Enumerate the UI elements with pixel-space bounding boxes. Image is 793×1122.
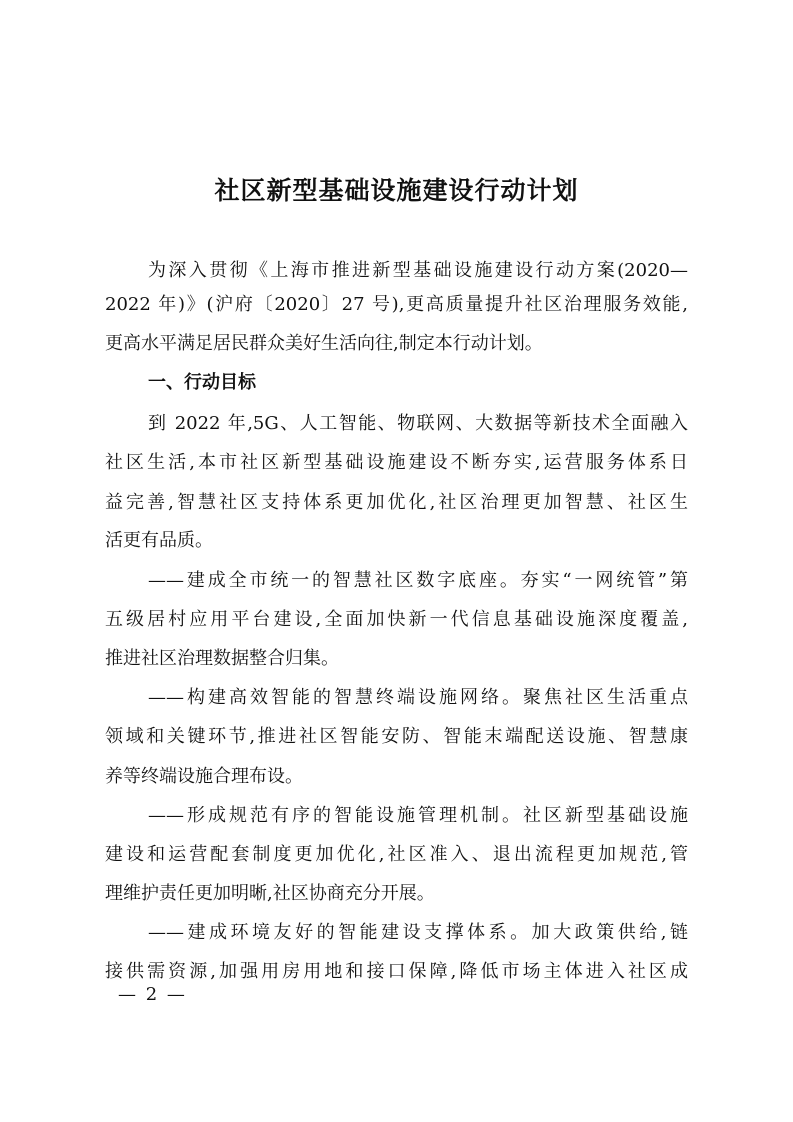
paragraph-line: 五级居村应用平台建设,全面加快新一代信息基础设施深度覆盖, (105, 609, 688, 630)
paragraph-line: 推进社区治理数据整合归集。 (105, 648, 339, 669)
paragraph-line: ——建成全市统一的智慧社区数字底座。夯实“一网统管”第 (148, 570, 688, 591)
paragraph-line: ——形成规范有序的智能设施管理机制。社区新型基础设施 (148, 805, 688, 826)
paragraph-line: 为深入贯彻《上海市推进新型基础设施建设行动方案(2020— (148, 260, 688, 281)
paragraph-line: 2022 年)》(沪府〔2020〕27 号),更高质量提升社区治理服务效能, (105, 294, 688, 315)
section-heading: 一、行动目标 (148, 372, 256, 393)
paragraph-line: 活更有品质。 (105, 530, 213, 551)
page-title: 社区新型基础设施建设行动计划 (214, 176, 579, 205)
paragraph-line: ——构建高效智能的智慧终端设施网络。聚焦社区生活重点 (148, 687, 688, 708)
paragraph-line: 益完善,智慧社区支持体系更加优化,社区治理更加智慧、社区生 (105, 492, 688, 513)
paragraph-line: 到 2022 年,5G、人工智能、物联网、大数据等新技术全面融入 (148, 413, 688, 434)
paragraph-line: ——建成环境友好的智能建设支撑体系。加大政策供给,链 (148, 922, 688, 943)
paragraph-line: 建设和运营配套制度更加优化,社区准入、退出流程更加规范,管 (105, 844, 688, 865)
paragraph-line: 理维护责任更加明晰,社区协商充分开展。 (105, 883, 435, 904)
paragraph-line: 养等终端设施合理布设。 (105, 766, 303, 787)
page-number: — 2 — (118, 984, 187, 1005)
paragraph-line: 更高水平满足居民群众美好生活向往,制定本行动计划。 (105, 333, 543, 354)
paragraph-line: 社区生活,本市社区新型基础设施建设不断夯实,运营服务体系日 (105, 452, 688, 473)
paragraph-line: 接供需资源,加强用房用地和接口保障,降低市场主体进入社区成 (105, 961, 688, 982)
paragraph-line: 领域和关键环节,推进社区智能安防、智能末端配送设施、智慧康 (105, 726, 688, 747)
